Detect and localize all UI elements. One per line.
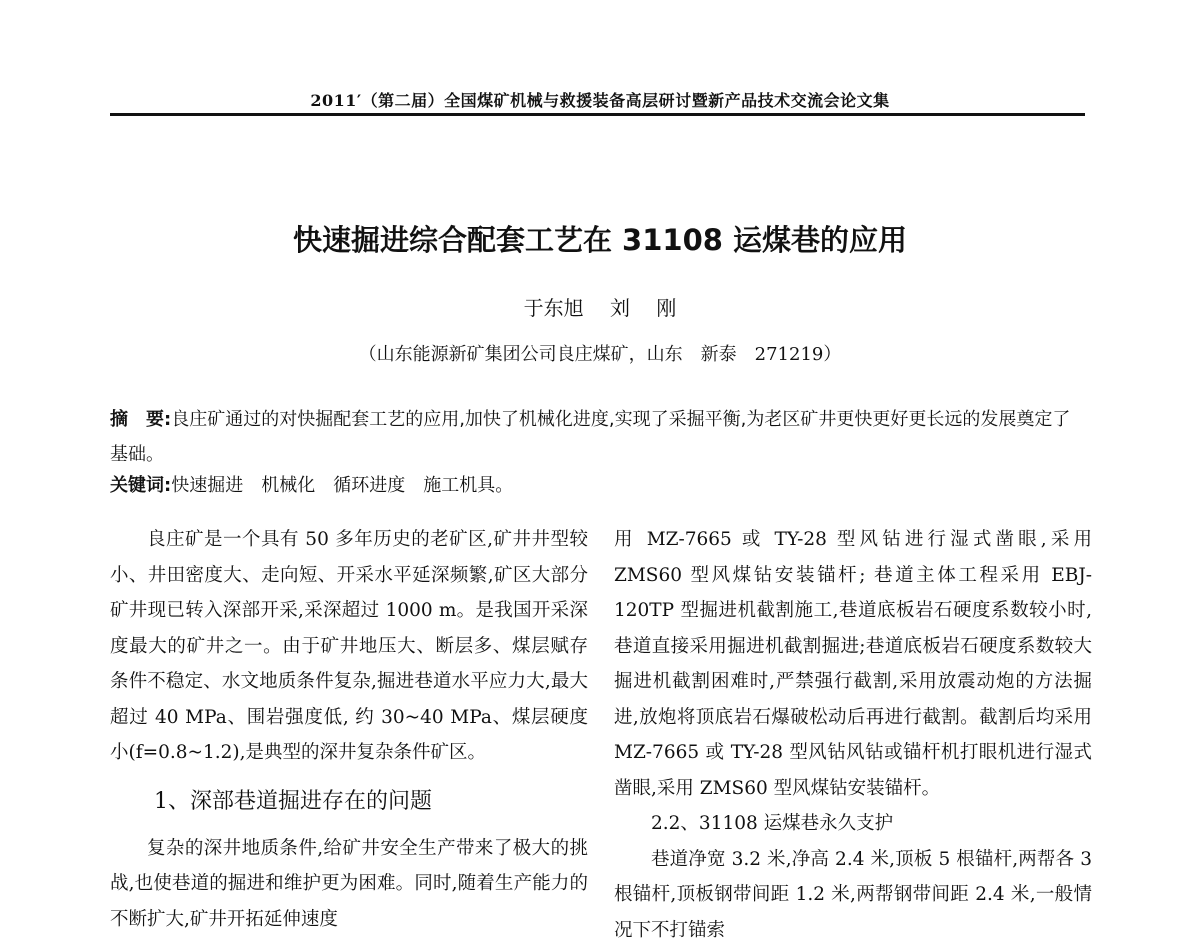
body-paragraph: 巷道净宽 3.2 米,净高 2.4 米,顶板 5 根锚杆,两帮各 3 根锚杆,顶板钢带间距 1.2 米,两帮钢带间距 2.4 米,一般情况下不打锚索 (614, 848, 1092, 941)
body-paragraph: 用 MZ-7665 或 TY-28 型风钻进行湿式凿眼,采用 ZMS60 型风煤钻安装锚杆; 巷道主体工程采用 EBJ-120TP 型掘进机截割施工,巷道底板岩石硬度系数较小时,巷道直接采用掘进机截割掘进;巷道底板岩石硬度系数较大掘进机截割困难时,严禁强行截割,采用放震动炮的方法掘进,放炮将顶底岩石爆破松动后再进行截割。截割后均采用 MZ-7665 或 TY-28 型风钻风钻或锚杆机打眼机进行湿式凿眼,采用 ZMS60 型风煤钻安装锚杆。 (614, 529, 1092, 799)
keyword: 快速掘进 (171, 475, 244, 496)
header-rule (110, 113, 1085, 116)
running-header: 2011′（第二届）全国煤矿机械与救援装备高层研讨暨新产品技术交流会论文集 (310, 91, 890, 110)
body-paragraph: 复杂的深井地质条件,给矿井安全生产带来了极大的挑战,也使巷道的掘进和维护更为困难。同时,随着生产能力的不断扩大,矿井开拓延伸速度 (110, 837, 588, 930)
abstract (110, 402, 1086, 472)
keywords-label: 关键词: (110, 475, 172, 496)
abstract-text: 良庄矿通过的对快掘配套工艺的应用,加快了机械化进度,实现了采掘平衡,为老区矿井更快更好更长远的发展奠定了基础。 (110, 409, 1071, 465)
keyword: 循环进度 (333, 475, 406, 496)
right-column (614, 522, 1092, 948)
authors: 于东旭 刘 刚 (523, 296, 677, 320)
abstract-label: 摘 要: (110, 409, 172, 430)
keyword: 施工机具。 (423, 475, 514, 496)
affiliation: （山东能源新矿集团公司良庄煤矿，山东 新泰 271219） (358, 344, 842, 365)
keyword: 机械化 (261, 475, 316, 496)
left-column (110, 522, 588, 937)
keywords (110, 471, 1086, 501)
subsection-heading: 2.2、31108 运煤巷永久支护 (651, 813, 894, 834)
paper-title: 快速掘进综合配套工艺在 31108 运煤巷的应用 (292, 223, 908, 257)
section-heading: 1、深部巷道掘进存在的问题 (154, 788, 432, 814)
body-paragraph: 良庄矿是一个具有 50 多年历史的老矿区,矿井井型较小、井田密度大、走向短、开采水平延深频繁,矿区大部分矿井现已转入深部开采,采深超过 1000 m。是我国开采深度最大的矿井之一。由于矿井地压大、断层多、煤层赋存条件不稳定、水文地质条件复杂,掘进巷道水平应力大,最大超过 40 MPa、围岩强度低, 约 30~40 MPa、煤层硬度小(f=0.8~1.2),是典型的深井复杂条件矿区。 (110, 529, 588, 763)
